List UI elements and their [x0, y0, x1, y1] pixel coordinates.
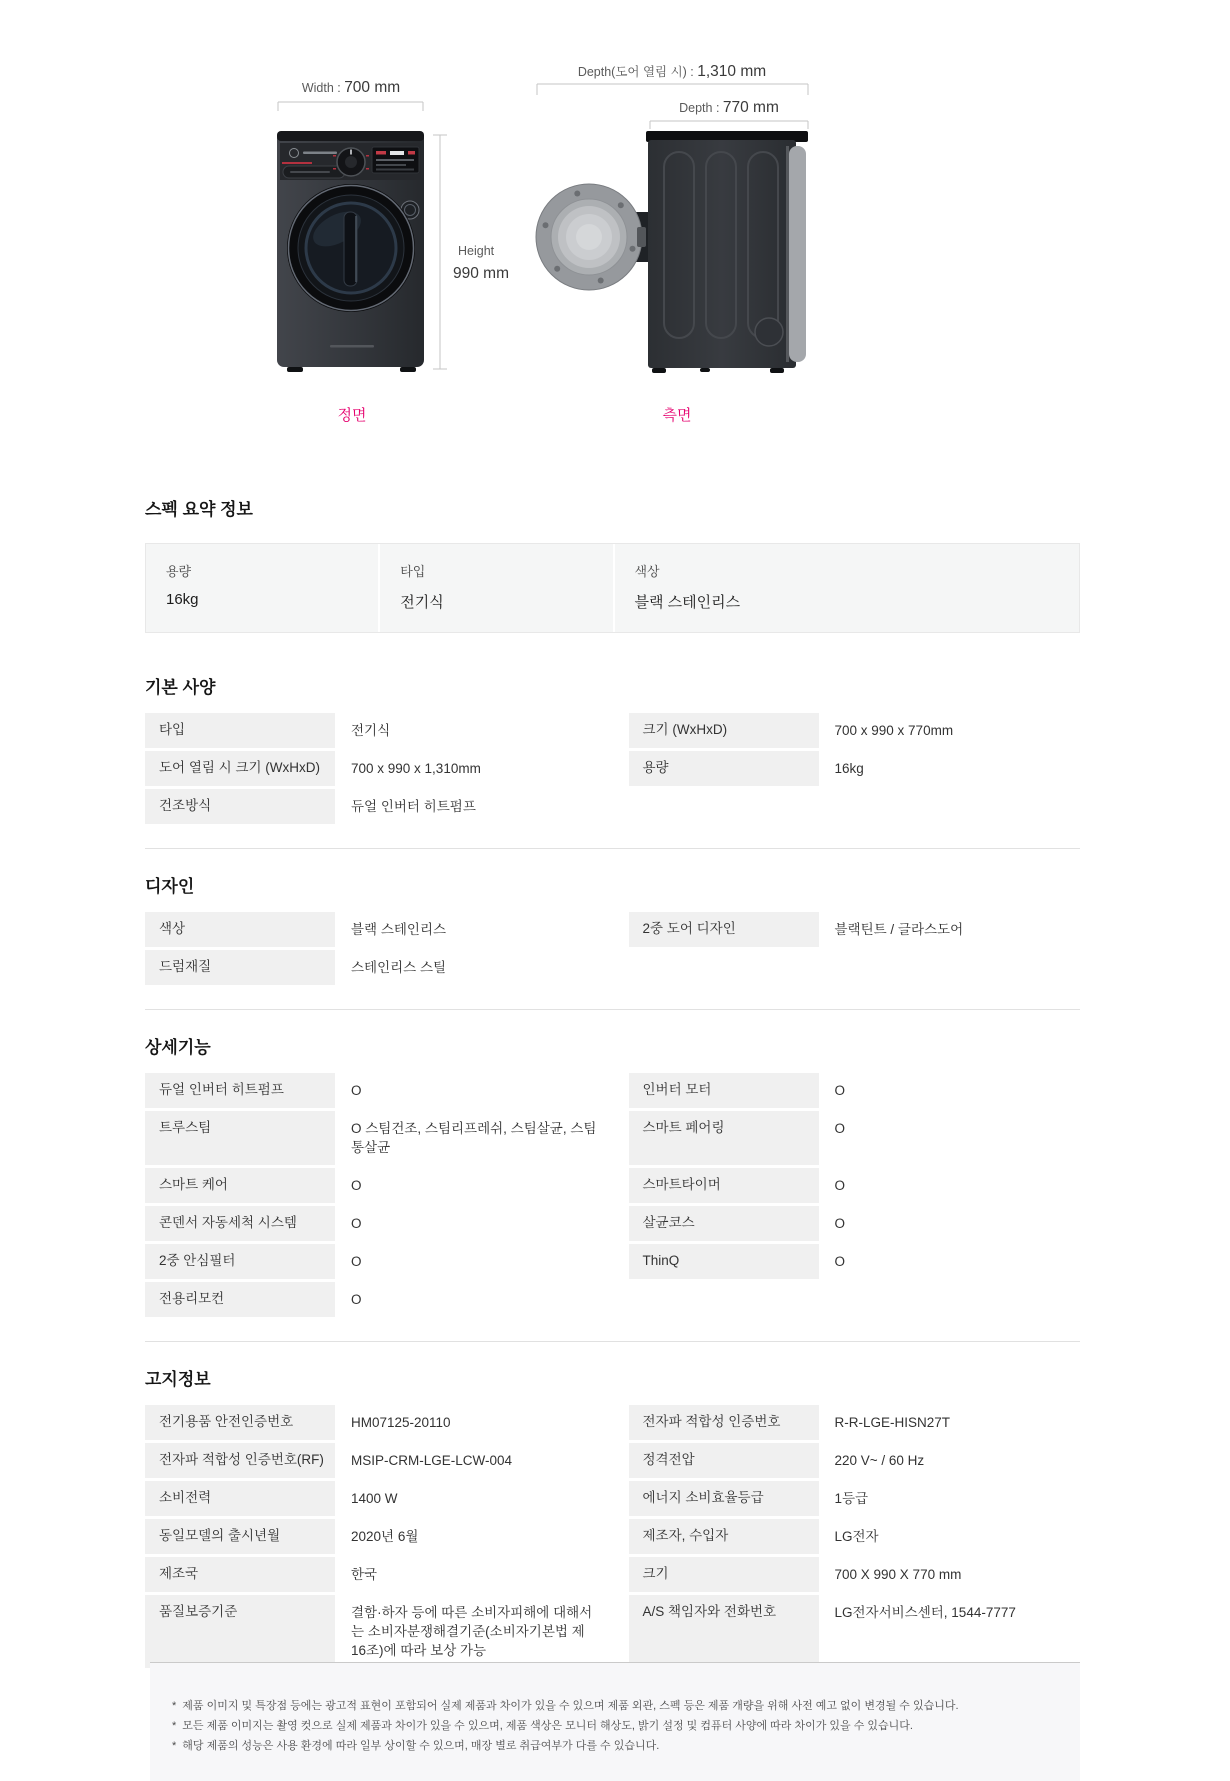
- spec-label: 건조방식: [145, 789, 335, 824]
- spec-label: 색상: [145, 912, 335, 947]
- spec-row: [629, 1443, 1081, 1478]
- spec-row: [629, 1111, 1081, 1165]
- spec-label: 2중 도어 디자인: [629, 912, 819, 947]
- depth-open-value: 1,310 mm: [697, 63, 767, 80]
- section-summary: [145, 500, 1080, 633]
- front-width-dimension: [278, 79, 423, 111]
- depth-value: 770 mm: [722, 99, 779, 116]
- spec-value: 듀얼 인버터 히트펌프: [351, 799, 476, 814]
- section-title-notice: 고지정보: [145, 1370, 211, 1389]
- spec-row: [145, 713, 597, 748]
- spec-row: [145, 1405, 597, 1440]
- spec-label: 타입: [145, 713, 335, 748]
- spec-row: [629, 1557, 1081, 1592]
- spec-value: O 스팀건조, 스팀리프레쉬, 스팀살균, 스팀통살균: [351, 1121, 597, 1155]
- spec-value: 2020년 6월: [351, 1529, 419, 1544]
- spec-row: [145, 1519, 597, 1554]
- spec-value: 결함·하자 등에 따른 소비자피해에 대해서는 소비자분쟁해결기준(소비자기본법 제 16조)에 따라 보상 가능: [351, 1605, 593, 1658]
- spec-rows: [145, 713, 1080, 824]
- spec-row: [145, 1282, 597, 1317]
- summary-label: 용량: [166, 564, 192, 579]
- spec-label: 제조자, 수입자: [629, 1519, 819, 1554]
- section-title-summary: 스펙 요약 정보: [145, 500, 253, 519]
- svg-text:Depth : 770 mm: [679, 99, 779, 116]
- summary-value: 블랙 스테인리스: [634, 594, 741, 611]
- spec-row: [145, 1481, 597, 1516]
- spec-row: [629, 1519, 1081, 1554]
- product-dimension-diagram: [0, 0, 1230, 460]
- spec-value: O: [834, 1216, 846, 1231]
- side-view-caption: 측면: [662, 407, 692, 424]
- spec-value: 블랙틴트 / 글라스도어: [834, 922, 964, 937]
- footnote-text: 제품 이미지 및 특장점 등에는 광고적 표현이 포함되어 실제 제품과 차이가 있을 수 있으며 제품 외관, 스펙 등은 제품 개량을 위해 사전 예고 없이 변경될 수 있습니다.: [182, 1700, 959, 1712]
- spec-value: O: [351, 1216, 362, 1231]
- spec-value: O: [834, 1254, 846, 1269]
- spec-value: 한국: [351, 1567, 378, 1582]
- spec-row: [145, 789, 597, 824]
- footnote-bullet: *: [172, 1720, 177, 1732]
- spec-row: [629, 1481, 1081, 1516]
- footnote-text: 해당 제품의 성능은 사용 환경에 따라 일부 상이할 수 있으며, 매장 별로 취급여부가 다를 수 있습니다.: [182, 1740, 660, 1752]
- depth-open-label: Depth(도어 열림 시) :: [577, 65, 698, 79]
- spec-value: LG전자: [834, 1529, 879, 1544]
- spec-row: [629, 713, 1081, 748]
- spec-value: 220 V~ / 60 Hz: [834, 1453, 925, 1468]
- spec-row-empty: [629, 950, 1081, 985]
- spec-label: A/S 책임자와 전화번호: [629, 1595, 819, 1668]
- spec-rows: [145, 1073, 1080, 1317]
- spec-value: 700 x 990 x 770mm: [834, 723, 954, 738]
- spec-value: 16kg: [834, 761, 864, 776]
- spec-value: 700 X 990 X 770 mm: [834, 1567, 962, 1582]
- height-value: 990 mm: [453, 265, 509, 282]
- section-title-features: 상세기능: [145, 1038, 211, 1057]
- spec-row: [145, 1557, 597, 1592]
- svg-text:Width : 700 mm: [302, 79, 400, 96]
- footnote-bullet: *: [172, 1700, 177, 1712]
- spec-row: [145, 1206, 597, 1241]
- spec-label: 전자파 적합성 인증번호: [629, 1405, 819, 1440]
- footnote-bullet: *: [172, 1740, 177, 1752]
- footnote: [172, 1736, 1060, 1756]
- spec-value: 전기식: [351, 723, 391, 738]
- section-title-basic: 기본 사양: [145, 678, 216, 697]
- spec-label: 에너지 소비효율등급: [629, 1481, 819, 1516]
- width-value: 700 mm: [344, 79, 401, 96]
- spec-label: 살균코스: [629, 1206, 819, 1241]
- spec-row: [145, 1111, 597, 1165]
- spec-label: 소비전력: [145, 1481, 335, 1516]
- spec-value: LG전자서비스센터, 1544-7777: [834, 1605, 1016, 1620]
- spec-row: [145, 1443, 597, 1478]
- spec-row: [145, 1244, 597, 1279]
- section-basic: [145, 678, 1080, 824]
- spec-label: 2중 안심필터: [145, 1244, 335, 1279]
- footnote-text: 모든 제품 이미지는 촬영 컷으로 실제 제품과 차이가 있을 수 있으며, 제품 색상은 모니터 해상도, 밝기 설정 및 컴퓨터 사양에 따라 차이가 있을 수 있습니다.: [182, 1720, 913, 1732]
- spec-value: 700 x 990 x 1,310mm: [351, 761, 481, 776]
- footnote: [172, 1696, 1060, 1716]
- spec-label: 전용리모컨: [145, 1282, 335, 1317]
- spec-row: [629, 1206, 1081, 1241]
- spec-row: [145, 1168, 597, 1203]
- side-depth-dimension: [650, 99, 808, 129]
- spec-row: [629, 1073, 1081, 1108]
- spec-label: 스마트 케어: [145, 1168, 335, 1203]
- spec-value: 블랙 스테인리스: [351, 922, 447, 937]
- spec-value: MSIP-CRM-LGE-LCW-004: [351, 1453, 513, 1468]
- spec-row: [629, 1595, 1081, 1668]
- spec-row: [145, 751, 597, 786]
- spec-label: 제조국: [145, 1557, 335, 1592]
- summary-cell: [615, 544, 1080, 632]
- summary-value: 16kg: [166, 591, 199, 608]
- summary-label: 타입: [400, 564, 426, 579]
- spec-label: ThinQ: [629, 1244, 819, 1279]
- front-view-caption: 정면: [337, 407, 367, 424]
- side-view-illustration: [536, 131, 808, 373]
- spec-label: 동일모델의 출시년월: [145, 1519, 335, 1554]
- spec-label: 듀얼 인버터 히트펌프: [145, 1073, 335, 1108]
- spec-row: [629, 1168, 1081, 1203]
- section-title-design: 디자인: [145, 877, 195, 896]
- spec-row: [629, 1244, 1081, 1279]
- summary-value: 전기식: [400, 594, 444, 611]
- spec-label: 도어 열림 시 크기 (WxHxD): [145, 751, 335, 786]
- summary-label: 색상: [634, 564, 660, 579]
- spec-row: [145, 1073, 597, 1108]
- spec-value: O: [834, 1083, 846, 1098]
- front-view-illustration: [277, 131, 424, 372]
- spec-content: [145, 500, 1080, 1668]
- spec-label: 인버터 모터: [629, 1073, 819, 1108]
- spec-value: O: [351, 1083, 362, 1098]
- width-label: Width :: [301, 81, 345, 95]
- summary-cell: [146, 544, 378, 632]
- spec-value: O: [351, 1292, 362, 1307]
- spec-value: HM07125-20110: [351, 1415, 451, 1430]
- spec-value: 스테인리스 스틸: [351, 960, 447, 975]
- spec-row: [145, 950, 597, 985]
- spec-label: 전자파 적합성 인증번호(RF): [145, 1443, 335, 1478]
- spec-value: R-R-LGE-HISN27T: [834, 1415, 951, 1430]
- section-notice: [145, 1341, 1080, 1668]
- spec-value: O: [351, 1178, 362, 1193]
- summary-table: [145, 543, 1080, 633]
- spec-label: 정격전압: [629, 1443, 819, 1478]
- spec-label: 크기 (WxHxD): [629, 713, 819, 748]
- spec-row: [145, 912, 597, 947]
- spec-row-empty: [629, 789, 1081, 824]
- spec-label: 트루스팀: [145, 1111, 335, 1165]
- spec-value: 1400 W: [351, 1491, 398, 1506]
- spec-label: 크기: [629, 1557, 819, 1592]
- spec-value: O: [351, 1254, 362, 1269]
- svg-text:Depth(도어 열림 시) : 1,310 mm: [578, 63, 766, 80]
- spec-rows: [145, 912, 1080, 985]
- spec-value: O: [834, 1178, 846, 1193]
- spec-label: 콘덴서 자동세척 시스템: [145, 1206, 335, 1241]
- spec-row: [629, 751, 1081, 786]
- spec-label: 용량: [629, 751, 819, 786]
- spec-value: O: [834, 1121, 846, 1136]
- front-height-dimension: [433, 135, 509, 369]
- spec-value: 1등급: [834, 1491, 869, 1506]
- section-features: [145, 1009, 1080, 1317]
- spec-label: 드럼재질: [145, 950, 335, 985]
- side-depth-open-dimension: [537, 63, 808, 95]
- spec-rows: [145, 1405, 1080, 1668]
- spec-label: 품질보증기준: [145, 1595, 335, 1668]
- summary-cell: [380, 544, 612, 632]
- footnotes-box: [150, 1662, 1080, 1781]
- spec-row: [629, 1405, 1081, 1440]
- spec-label: 전기용품 안전인증번호: [145, 1405, 335, 1440]
- spec-row: [629, 912, 1081, 947]
- spec-row-empty: [629, 1282, 1081, 1317]
- section-design: [145, 848, 1080, 985]
- height-label: Height: [458, 244, 495, 258]
- spec-row: [145, 1595, 597, 1668]
- spec-label: 스마트 페어링: [629, 1111, 819, 1165]
- footnote: [172, 1716, 1060, 1736]
- depth-label: Depth :: [679, 101, 723, 115]
- spec-label: 스마트타이머: [629, 1168, 819, 1203]
